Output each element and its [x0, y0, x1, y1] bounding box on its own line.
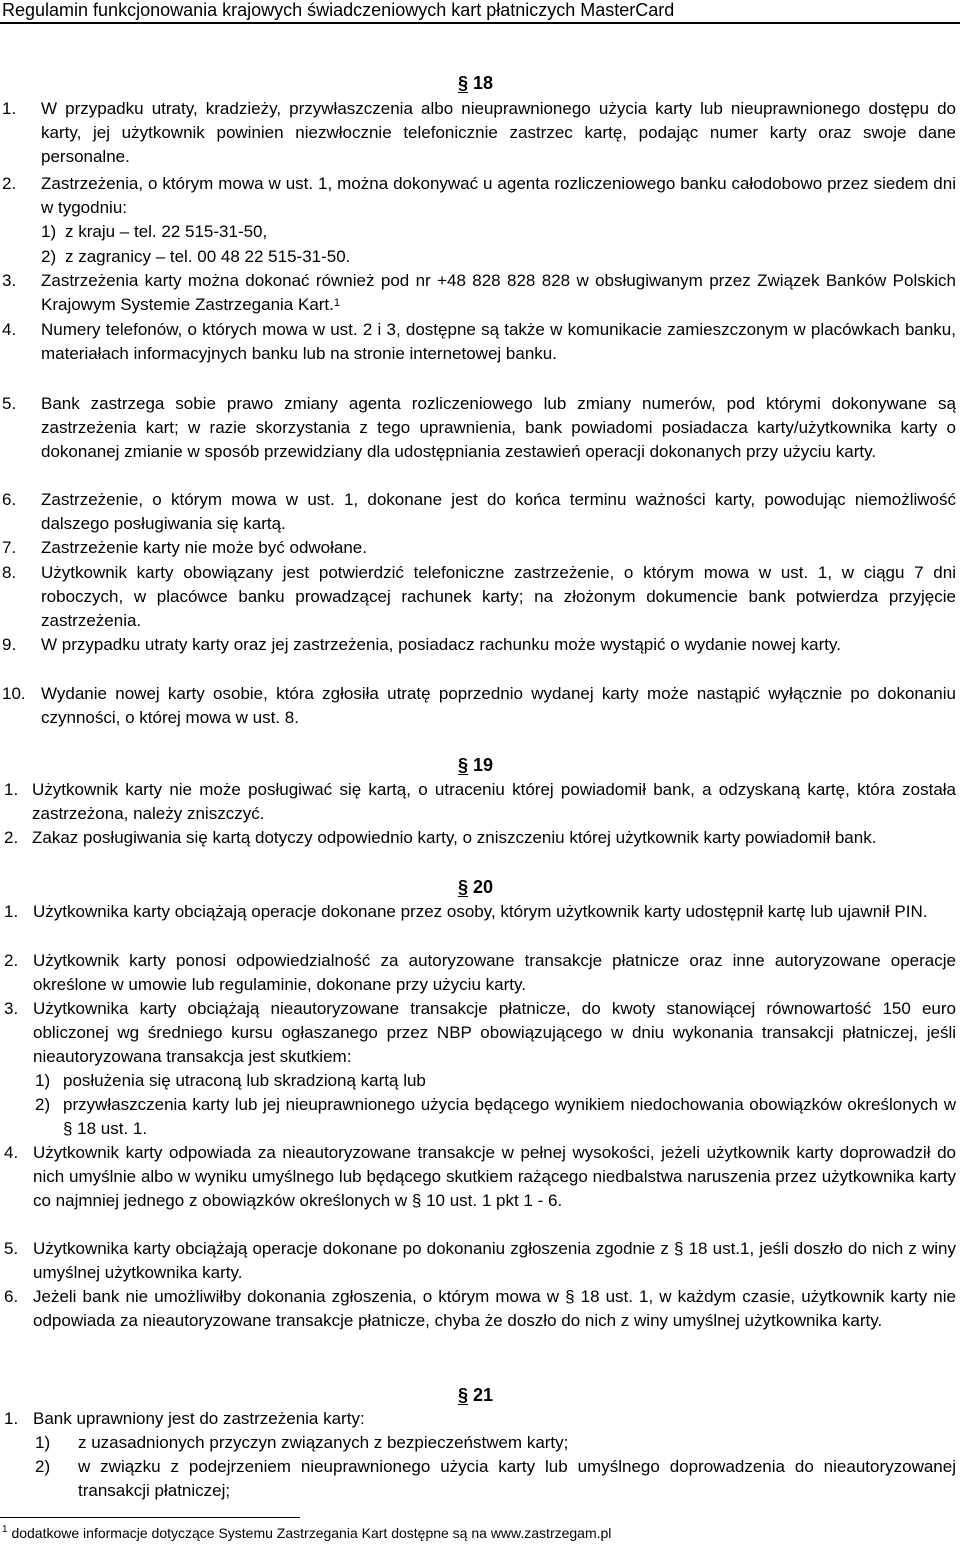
section-number: 21: [473, 1385, 494, 1405]
item-number: 4.: [2, 320, 17, 339]
item-number: 4.: [4, 1143, 19, 1162]
paragraph-18-10: [2, 682, 956, 730]
item-number: 10.: [2, 684, 26, 703]
item-text: Wydanie nowej karty osobie, która zgłosiła utratę poprzednio wydanej karty może nastąpić wyłącznie po dokonaniu czynności, o której mowa w ust. 8.: [41, 684, 956, 728]
item-number: 9.: [2, 635, 17, 654]
paragraph-20-3-1: [35, 1069, 956, 1093]
item-text: Bank zastrzega sobie prawo zmiany agenta rozliczeniowego lub zmiany numerów, pod którymi dokonywane są zastrzeżenia kart; w razie skorzystania z tego uprawnienia, bank powiadomi posiadacza karty/użytkownika karty o dokonanej zmianie w sposób przewidziany dla udostępniania zestawień operacji dokonanych przy użyciu karty.: [41, 394, 956, 462]
footnote-mark: 1: [2, 1524, 8, 1535]
item-number: 1.: [4, 780, 19, 799]
header-rule: [0, 22, 960, 24]
paragraph-18-3: [2, 269, 956, 317]
item-text: Użytkownik karty odpowiada za nieautoryzowane transakcje w pełnej wysokości, jeżeli użytkownik karty doprowadził do nich umyślnie albo w wyniku umyślnego lub będącego skutkiem rażącego niedbalstwa naruszenia przez użytkownika karty co najmniej jednego z obowiązków określonych w § 10 ust. 1 pkt 1 - 6.: [33, 1143, 956, 1211]
paragraph-18-6: [2, 488, 956, 536]
item-text: Zastrzeżenia karty można dokonać również pod nr +48 828 828 828 w obsługiwanym przez Związek Banków Polskich Krajowym Systemie Zastrzegania Kart.: [41, 271, 956, 315]
item-number: 1.: [2, 99, 17, 118]
section-sign: §: [458, 755, 469, 775]
item-text: Zastrzeżenie karty nie może być odwołane.: [41, 538, 367, 557]
paragraph-21-1-2: [35, 1455, 956, 1503]
paragraph-19-2: [4, 826, 956, 850]
item-number: 2): [35, 1095, 51, 1114]
item-text: Jeżeli bank nie umożliwiłby dokonania zgłoszenia, o którym mowa w § 18 ust. 1, w każdym czasie, użytkownik karty nie odpowiada za nieautoryzowane transakcje płatnicze, chyba że doszło do nich z winy umyślnej użytkownika karty.: [33, 1287, 956, 1331]
footnote: [2, 1524, 611, 1542]
item-text: Zakaz posługiwania się kartą dotyczy odpowiednio karty, o zniszczeniu której użytkownik karty powiadomił bank.: [32, 828, 877, 847]
section-number: 20: [473, 877, 494, 897]
item-text: w związku z podejrzeniem nieuprawnionego użycia karty lub umyślnego doprowadzenia do nieautoryzowanej transakcji płatniczej;: [78, 1457, 956, 1501]
section-heading-18: [458, 72, 493, 94]
running-header: [0, 0, 960, 22]
item-number: 1): [35, 1433, 51, 1452]
paragraph-20-6: [4, 1285, 956, 1333]
item-number: 6.: [4, 1287, 19, 1306]
item-number: 2): [41, 247, 57, 266]
item-number: 2.: [4, 951, 19, 970]
header-title: Regulamin funkcjonowania krajowych świadczeniowych kart płatniczych MasterCard: [2, 0, 675, 20]
item-number: 2.: [4, 828, 19, 847]
item-number: 1): [35, 1071, 51, 1090]
item-text: W przypadku utraty karty oraz jej zastrzeżenia, posiadacz rachunku może wystąpić o wydanie nowej karty.: [41, 635, 841, 654]
section-sign: §: [458, 877, 469, 897]
item-number: 2.: [2, 174, 17, 193]
section-heading-19: [458, 754, 493, 776]
item-text: W przypadku utraty, kradzieży, przywłaszczenia albo nieuprawnionego użycia karty lub nieuprawnionego dostępu do karty, jej użytkownik powinien niezwłocznie telefonicznie zastrzec kartę, podając numer karty oraz swoje dane personalne.: [41, 99, 956, 167]
paragraph-18-1: [2, 97, 956, 170]
item-text: Użytkownika karty obciążają nieautoryzowane transakcje płatnicze, do kwoty stanowiącej równowartość 150 euro obliczonej wg średniego kursu ogłaszanego przez NBP obowiązującego w dniu wykonania transakcji płatniczej, jeśli nieautoryzowana transakcja jest skutkiem:: [33, 999, 956, 1067]
paragraph-20-3: [4, 997, 956, 1070]
paragraph-19-1: [4, 778, 956, 826]
paragraph-18-4: [2, 318, 956, 366]
item-number: 1): [41, 222, 57, 241]
section-number: 19: [473, 755, 494, 775]
paragraph-20-1: [4, 900, 956, 924]
item-number: 5.: [2, 394, 17, 413]
item-number: 1.: [4, 1409, 19, 1428]
item-text: Użytkownika karty obciążają operacje dokonane po dokonaniu zgłoszenia zgodnie z § 18 ust.1, jeśli doszło do nich z winy umyślnej użytkownika karty.: [33, 1239, 956, 1283]
paragraph-20-3-2: [35, 1093, 956, 1141]
paragraph-20-4: [4, 1141, 956, 1214]
paragraph-18-7: [2, 536, 956, 560]
paragraph-20-2: [4, 949, 956, 997]
item-text: przywłaszczenia karty lub jej nieuprawnionego użycia będącego wynikiem niedochowania obowiązków określonych w § 18 ust. 1.: [63, 1095, 956, 1139]
paragraph-21-1: [4, 1407, 956, 1431]
item-text: Użytkownik karty nie może posługiwać się kartą, o utraceniu której powiadomił bank, a odzyskaną kartę, która została zastrzeżona, należy zniszczyć.: [32, 780, 956, 824]
section-sign: §: [458, 1385, 469, 1405]
item-number: 2): [35, 1457, 51, 1476]
paragraph-20-5: [4, 1237, 956, 1285]
item-number: 1.: [4, 902, 19, 921]
paragraph-18-2: [2, 172, 956, 220]
item-text: z uzasadnionych przyczyn związanych z bezpieczeństwem karty;: [78, 1433, 569, 1452]
item-text: Zastrzeżenia, o którym mowa w ust. 1, można dokonywać u agenta rozliczeniowego banku całodobowo przez siedem dni w tygodniu:: [41, 174, 956, 218]
footnote-text: dodatkowe informacje dotyczące Systemu Zastrzegania Kart dostępne są na www.zastrzegam.pl: [11, 1525, 612, 1541]
section-heading-20: [458, 876, 493, 898]
paragraph-18-9: [2, 633, 956, 657]
item-text: Użytkownik karty ponosi odpowiedzialność za autoryzowane transakcje płatnicze oraz inne autoryzowane operacje określone w umowie lub regulaminie, dokonane przy użyciu karty.: [33, 951, 956, 995]
item-text: posłużenia się utraconą lub skradzioną kartą lub: [63, 1071, 426, 1090]
paragraph-18-2-1: [41, 220, 955, 244]
section-number: 18: [473, 73, 494, 93]
paragraph-18-2-2: [41, 245, 955, 269]
item-number: 5.: [4, 1239, 19, 1258]
item-text: Numery telefonów, o których mowa w ust. 2 i 3, dostępne są także w komunikacie zamieszczonym w placówkach banku, materiałach informacyjnych banku lub na stronie internetowej banku.: [41, 320, 956, 364]
footnote-rule: [0, 1517, 300, 1518]
section-sign: §: [458, 73, 469, 93]
item-text: Użytkownika karty obciążają operacje dokonane przez osoby, którym użytkownik karty udostępnił kartę lub ujawnił PIN.: [33, 902, 928, 921]
item-text: z kraju – tel. 22 515-31-50,: [65, 222, 268, 241]
item-text: z zagranicy – tel. 00 48 22 515-31-50.: [65, 247, 351, 266]
paragraph-18-8: [2, 561, 956, 634]
paragraph-21-1-1: [35, 1431, 956, 1455]
item-text: Bank uprawniony jest do zastrzeżenia karty:: [33, 1409, 365, 1428]
item-number: 8.: [2, 563, 17, 582]
item-number: 6.: [2, 490, 17, 509]
footnote-reference: 1: [333, 297, 341, 310]
item-text: Użytkownik karty obowiązany jest potwierdzić telefoniczne zastrzeżenie, o którym mowa w ust. 1, w ciągu 7 dni roboczych, w placówce banku prowadzącej rachunek karty; na złożonym dokumencie bank potwierdza przyjęcie zastrzeżenia.: [41, 563, 956, 631]
item-number: 3.: [4, 999, 19, 1018]
item-text: Zastrzeżenie, o którym mowa w ust. 1, dokonane jest do końca terminu ważności karty, powodując niemożliwość dalszego posługiwania się kartą.: [41, 490, 956, 534]
item-number: 7.: [2, 538, 17, 557]
item-number: 3.: [2, 271, 17, 290]
paragraph-18-5: [2, 392, 956, 465]
section-heading-21: [458, 1384, 493, 1406]
